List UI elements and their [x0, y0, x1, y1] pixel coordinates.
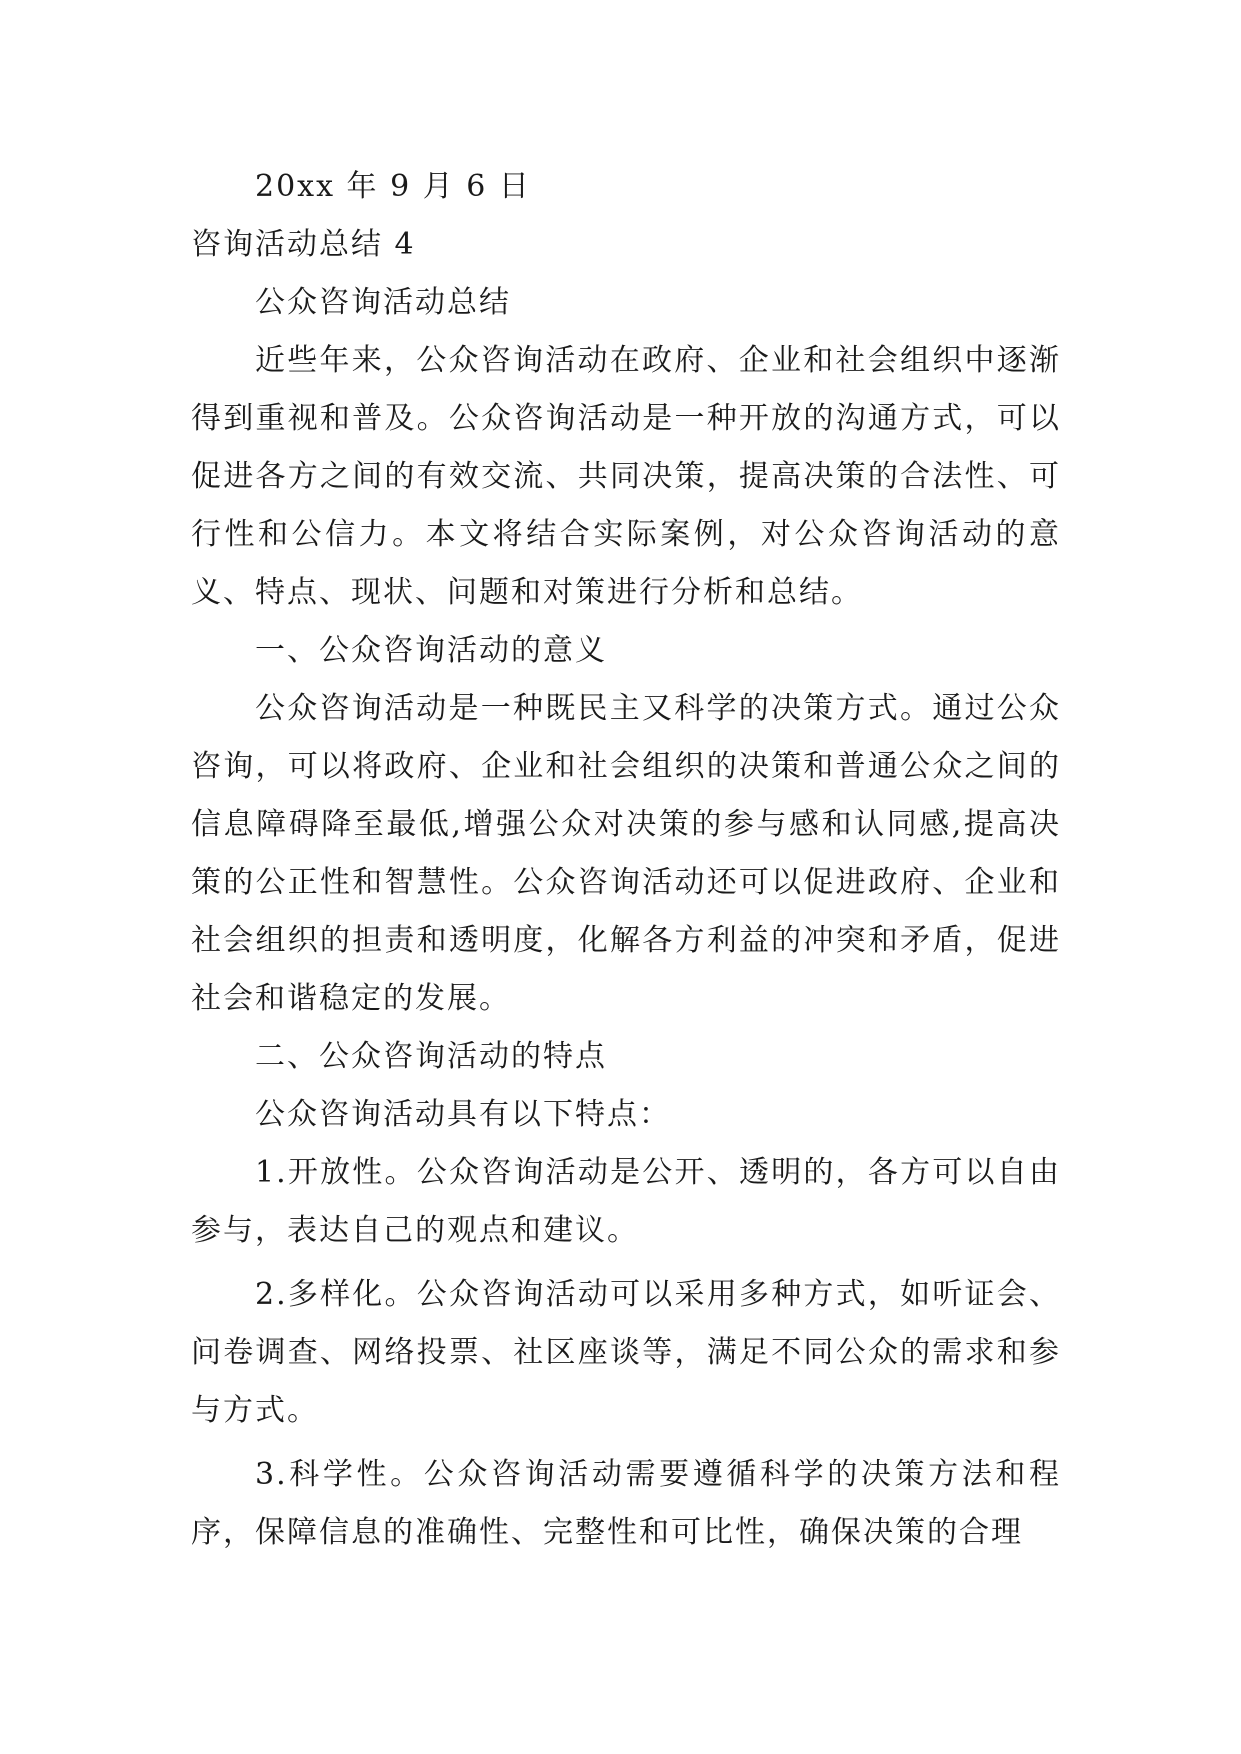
section-title: 咨询活动总结 4: [191, 227, 416, 262]
intro-paragraph: 近些年来，公众咨询活动在政府、企业和社会组织中逐渐得到重视和普及。公众咨询活动是一种开放的沟通方式，可以促进各方之间的有效交流、共同决策，提高决策的合法性、可行性和公信力。本文将结合实际案例，对公众咨询活动的意义、特点、现状、问题和对策进行分析和总结。: [191, 343, 1061, 610]
meaning-paragraph: 公众咨询活动是一种既民主又科学的决策方式。通过公众咨询，可以将政府、企业和社会组织的决策和普通公众之间的信息障碍降至最低,增强公众对决策的参与感和认同感,提高决策的公正性和智慧性。公众咨询活动还可以促进政府、企业和社会组织的担责和透明度，化解各方利益的冲突和矛盾，促进社会和谐稳定的发展。: [191, 691, 1061, 1016]
feature-diversity: 2.多样化。公众咨询活动可以采用多种方式，如听证会、问卷调查、网络投票、社区座谈等，满足不同公众的需求和参与方式。: [191, 1277, 1061, 1428]
feature-scientific: 3.科学性。公众咨询活动需要遵循科学的决策方法和程序，保障信息的准确性、完整性和可比性，确保决策的合理: [191, 1457, 1061, 1550]
feature-openness: 1.开放性。公众咨询活动是公开、透明的，各方可以自由参与，表达自己的观点和建议。: [191, 1155, 1061, 1248]
features-intro: 公众咨询活动具有以下特点：: [255, 1097, 671, 1132]
heading-meaning: 一、公众咨询活动的意义: [255, 633, 607, 668]
date-line: 20xx 年 9 月 6 日: [255, 169, 531, 204]
heading-features: 二、公众咨询活动的特点: [255, 1039, 607, 1074]
document-body: [191, 158, 1061, 1562]
document-title: 公众咨询活动总结: [255, 285, 511, 320]
